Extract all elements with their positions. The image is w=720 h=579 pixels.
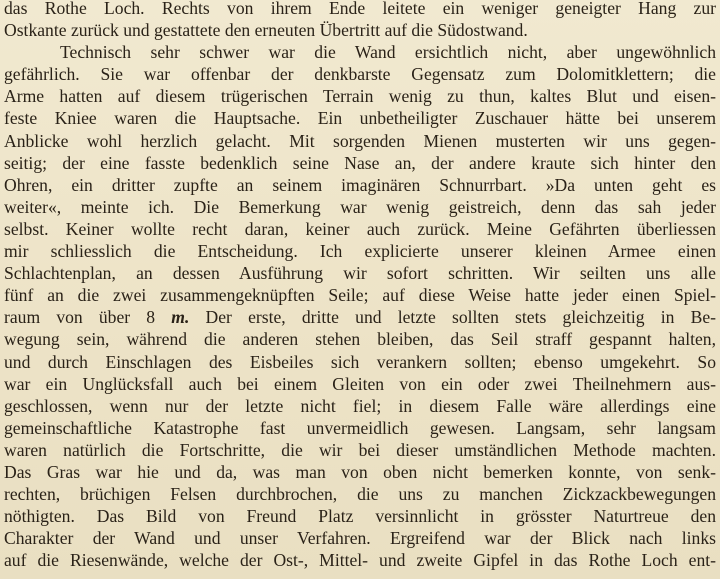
text-line: und durch Einschlagen des Eisbeiles sich verankern sollten; ebenso umgekehrt. So xyxy=(4,351,716,372)
text-line: Das Gras war hie und da, was man von oben nicht bemerken konnte, von senk- xyxy=(4,461,716,482)
unit-meter: m. xyxy=(171,307,190,328)
text-line: selbst. Keiner wollte recht daran, keiner auch zurück. Meine Gefährten überliessen xyxy=(4,218,716,239)
text-line: nöthigten. Das Bild von Freund Platz versinnlicht in grösster Naturtreue den xyxy=(4,506,716,527)
text-line: Ostkante zurück und gestattete den erneuten Übertritt auf die Südostwand. xyxy=(4,20,528,41)
text-line: Ohren, ein dritter zupfte an seinem imaginären Schnurrbart. »Da unten geht es xyxy=(4,174,716,195)
text-line: Charakter der Wand und unser Verfahren. Ergreifend war der Blick nach links xyxy=(4,528,716,549)
text-line: mir schliesslich die Entscheidung. Ich explicierte unserer kleinen Armee einen xyxy=(4,241,716,262)
text-segment: Der erste, dritte und letzte sollten stets gleichzeitig in Be- xyxy=(189,307,716,328)
paragraph-first-line: Technisch sehr schwer war die Wand ersichtlich nicht, aber ungewöhnlich xyxy=(60,42,716,63)
text-line: geschlossen, wenn nur der letzte nicht fiel; in diesem Falle wäre allerdings eine xyxy=(4,395,716,416)
text-line: Anblicke wohl herzlich gelacht. Mit sorgenden Mienen musterten wir uns gegen- xyxy=(4,130,716,151)
text-line: rechten, brüchigen Felsen durchbrochen, die uns zu manchen Zickzackbewegungen xyxy=(4,484,716,505)
text-line: gemeinschaftliche Katastrophe fast unvermeidlich gewesen. Langsam, sehr langsam xyxy=(4,417,716,438)
text-line: feste Kniee waren die Hauptsache. Ein unbetheiligter Zuschauer hätte bei unserem xyxy=(4,108,716,129)
text-line: auf die Riesenwände, welche der Ost-, Mittel- und zweite Gipfel in das Rothe Loch ent- xyxy=(4,550,716,571)
text-line: gefährlich. Sie war offenbar der denkbarste Gegensatz zum Dolomitklettern; die xyxy=(4,64,716,85)
text-line: waren natürlich die Fortschritte, die wir bei dieser umständlichen Methode machten. xyxy=(4,439,716,460)
text-line: wegung sein, während die anderen stehen bleiben, das Seil straff gespannt halten, xyxy=(4,329,716,350)
text-line xyxy=(4,306,716,328)
text-segment: raum von über 8 xyxy=(4,307,172,328)
text-line: war ein Unglücksfall auch bei einem Gleiten von ein oder zwei Theilnehmern aus- xyxy=(4,373,716,394)
text-line: seitig; der eine fasste bedenklich seine Nase an, der andere kraute sich hinter den xyxy=(4,152,716,173)
text-line: Arme hatten auf diesem trügerischen Terrain wenig zu thun, kaltes Blut und eisen- xyxy=(4,86,716,107)
text-line: weiter«, meinte ich. Die Bemerkung war wenig geistreich, denn das sah jeder xyxy=(4,196,716,217)
text-line: fünf an die zwei zusammengeknüpften Seile; auf diese Weise hatte jeder einen Spiel- xyxy=(4,285,716,306)
text-line: Schlachtenplan, an dessen Ausführung wir sofort schritten. Wir seilten uns alle xyxy=(4,263,716,284)
text-line: das Rothe Loch. Rechts von ihrem Ende leitete ein weniger geneigter Hang zur xyxy=(4,0,716,18)
